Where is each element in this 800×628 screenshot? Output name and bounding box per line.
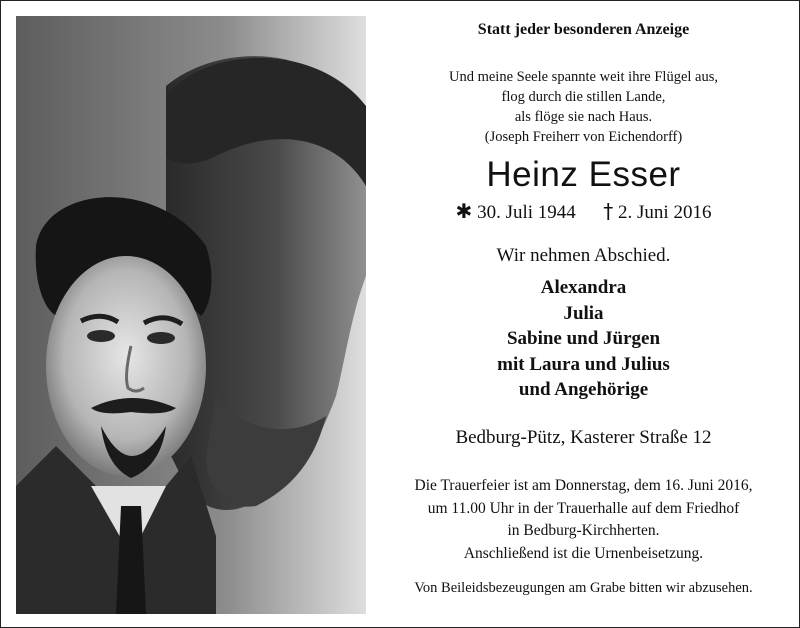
mourners-list [376,275,791,403]
ceremony-line: Die Trauerfeier ist am Donnerstag, dem 16. Juni 2016, [414,477,753,494]
deceased-name: Heinz Esser [486,155,681,194]
birth-star-icon: ✱ [455,199,473,223]
poem-line: als flöge sie nach Haus. [514,109,653,125]
ceremony-line: in Bedburg-Kirchherten. [507,522,660,539]
poem-line: Und meine Seele spannte weit ihre Flügel aus, [449,69,718,85]
death-cross-icon: † [603,199,614,223]
life-dates [376,199,791,224]
poem-line: flog durch die stillen Lande, [501,89,666,105]
ceremony-line: um 11.00 Uhr in der Trauerhalle auf dem Friedhof [427,499,740,517]
condolence-note: Von Beileidsbezeugungen am Grabe bitten wir abzusehen. [414,580,753,596]
notice-heading: Statt jeder besonderen Anzeige [477,21,690,38]
mourner-name: mit Laura und Julius [497,353,670,375]
mourner-name: und Angehörige [518,379,649,400]
birth-date: 30. Juli 1944 [477,202,576,223]
notice-text [376,1,791,627]
ceremony-info [376,475,791,565]
portrait-photo [16,16,366,614]
ceremony-line: Anschließend ist die Urnenbeisetzung. [463,544,704,562]
farewell-line: Wir nehmen Abschied. [496,245,671,266]
portrait-illustration [16,16,366,614]
mourner-name: Sabine und Jürgen [506,328,661,349]
death-date: 2. Juni 2016 [618,202,712,223]
mourner-name: Julia [563,302,604,324]
address: Bedburg-Pütz, Kasterer Straße 12 [455,427,712,448]
poem [376,67,791,147]
poem-attribution: (Joseph Freiherr von Eichendorff) [484,129,683,145]
mourner-name: Alexandra [540,277,627,298]
